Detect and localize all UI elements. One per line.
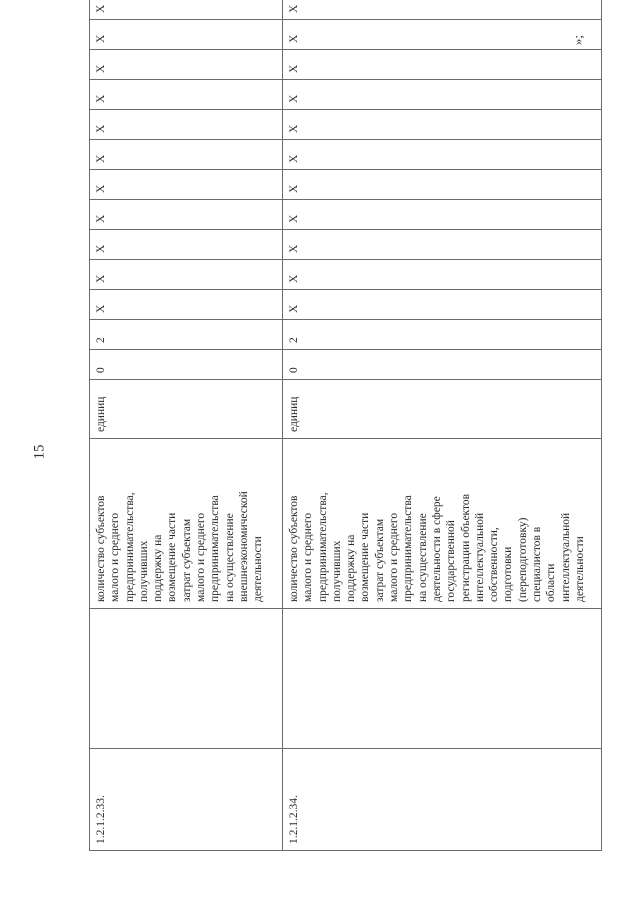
x-mark-cell: X [283,290,602,320]
x-mark-cell: X [283,140,602,170]
page-number: 15 [31,444,48,460]
value-cell: 0 [90,350,283,380]
indicator-name: количество субъектов малого и среднего предпринимательства, получивших поддержку на возмещение части затрат субъектам малого и среднего предпринимательства на осуществление деятельности в сфере государственной регистрации объектов интеллектуальной собственности, подготовки (переподготовку) специалистов в области интеллектуальной деятельности [283,439,602,609]
x-mark-cell: X [90,260,283,290]
x-mark-cell: X [283,50,602,80]
x-mark-cell: X [90,20,283,50]
x-mark-cell: X [90,0,283,20]
table-row [90,0,283,851]
x-mark-cell: X [90,170,283,200]
unit-cell: единиц [90,380,283,439]
x-mark-cell: X [90,110,283,140]
table-row [283,0,602,851]
x-mark-cell: X [283,80,602,110]
rotated-table-container [89,4,587,851]
x-mark-cell: X [283,230,602,260]
empty-cell [90,609,283,749]
x-mark-cell: X [283,110,602,140]
x-mark-cell: X [90,200,283,230]
row-number: 1.2.1.2.33. [90,749,283,851]
x-mark-cell: X [283,260,602,290]
closing-quote-mark: »; [570,34,585,46]
empty-cell [283,609,602,749]
table-frame [89,4,587,851]
row-number: 1.2.1.2.34. [283,749,602,851]
unit-cell: единиц [283,380,602,439]
value-cell: 2 [283,320,602,350]
x-mark-cell: X [90,50,283,80]
x-mark-cell: X [90,230,283,260]
x-mark-cell: X [283,170,602,200]
indicator-table [89,0,602,851]
indicator-name: количество субъектов малого и среднего предпринимательства, получивших поддержку на возмещение части затрат субъектам малого и среднего предпринимательства на осуществление внешнеэкономической деятельности [90,439,283,609]
value-cell: 2 [90,320,283,350]
x-mark-cell: X [90,80,283,110]
x-mark-cell: X [283,0,602,20]
x-mark-cell: X [283,200,602,230]
value-cell: 0 [283,350,602,380]
x-mark-cell: X [283,20,602,50]
x-mark-cell: X [90,290,283,320]
x-mark-cell: X [90,140,283,170]
